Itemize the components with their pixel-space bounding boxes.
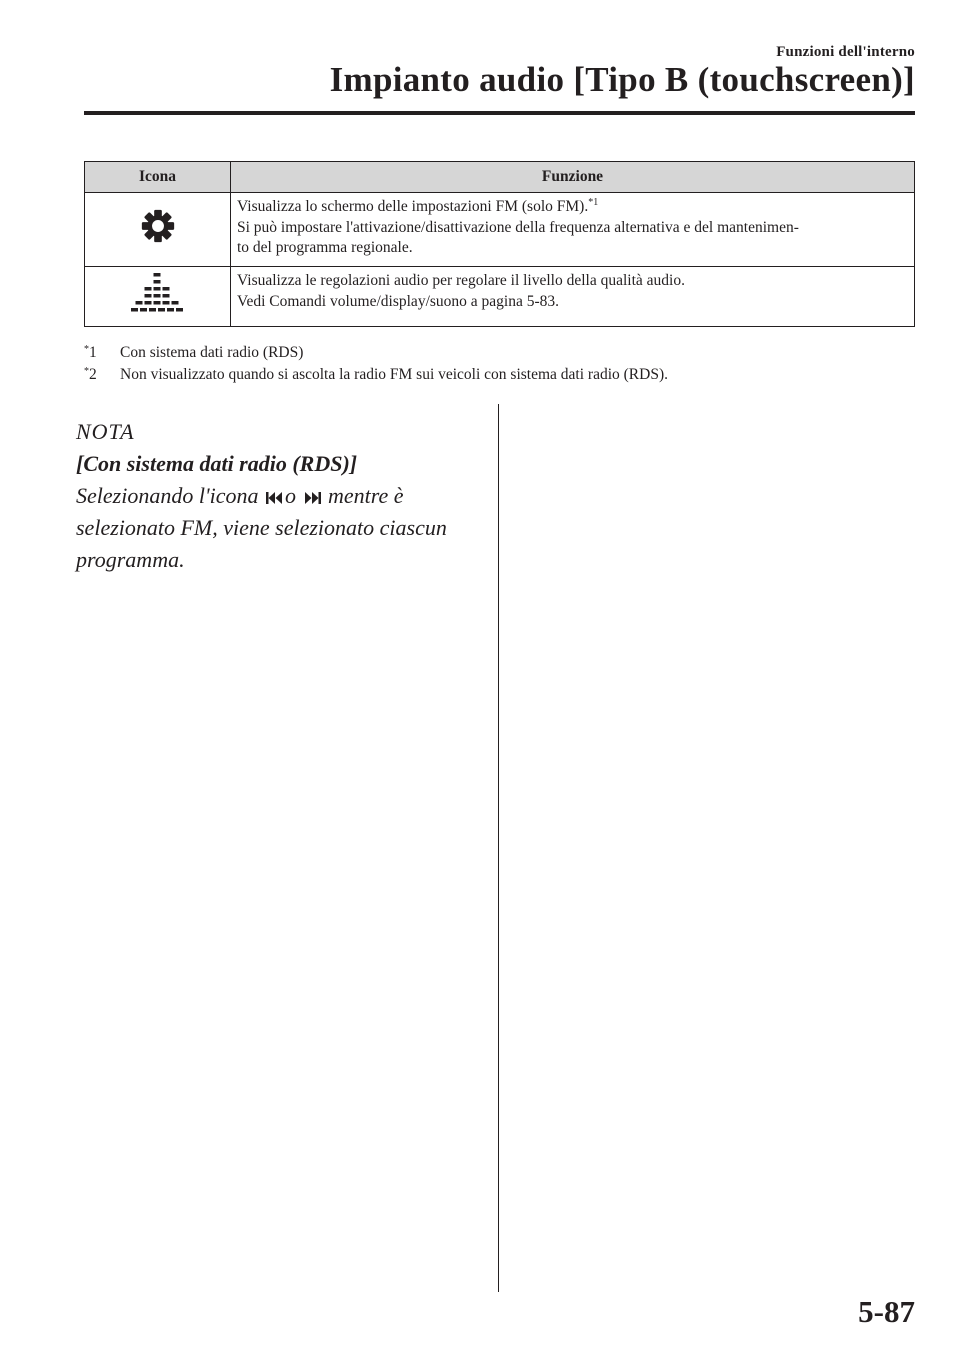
footnote-mark: *2 [84, 366, 97, 383]
column-header-function: Funzione [231, 162, 915, 193]
icon-function-table [84, 161, 915, 327]
footnotes [84, 342, 668, 386]
page-number: 5-87 [858, 1294, 915, 1329]
function-cell [231, 267, 915, 327]
column-divider [498, 404, 499, 1292]
note-line: Selezionando l'icona o mentre è [76, 483, 404, 508]
skip-forward-icon [304, 491, 321, 505]
column-header-icon: Icona [85, 162, 231, 193]
function-cell [231, 193, 915, 267]
table-row [85, 267, 915, 327]
footnote [84, 364, 668, 386]
note-box [76, 416, 486, 576]
icon-cell [85, 193, 231, 267]
skip-back-icon [266, 491, 283, 505]
row-text: Si può impostare l'attivazione/disattivazione della frequenza alternativa e del mantenimen- [237, 218, 799, 236]
row-text: Visualizza le regolazioni audio per regolare il livello della qualità audio. [237, 272, 685, 289]
note-line: programma. [76, 547, 185, 572]
table-header-row [85, 162, 915, 193]
equalizer-icon [130, 269, 186, 317]
section-label: Funzioni dell'interno [776, 44, 915, 60]
note-title: NOTA [76, 419, 135, 444]
page-title: Impianto audio [Tipo B (touchscreen)] [329, 60, 915, 99]
gear-icon [141, 209, 175, 243]
note-line: selezionato FM, viene selezionato ciascun [76, 515, 447, 540]
table-row [85, 193, 915, 267]
footnote [84, 342, 668, 364]
footnote-text: Non visualizzato quando si ascolta la radio FM sui veicoli con sistema dati radio (RDS). [120, 366, 668, 383]
row-text: Vedi Comandi volume/display/suono a pagina 5-83. [237, 292, 560, 310]
title-rule [84, 111, 915, 115]
footnote-ref: *1 [588, 197, 599, 208]
footnote-text: Con sistema dati radio (RDS) [120, 344, 304, 361]
row-text: to del programma regionale. [237, 239, 413, 256]
icon-cell [85, 267, 231, 327]
row-text: Visualizza lo schermo delle impostazioni FM (solo FM). [237, 198, 589, 215]
footnote-mark: *1 [84, 344, 97, 361]
note-subtitle: [Con sistema dati radio (RDS)] [76, 451, 358, 476]
